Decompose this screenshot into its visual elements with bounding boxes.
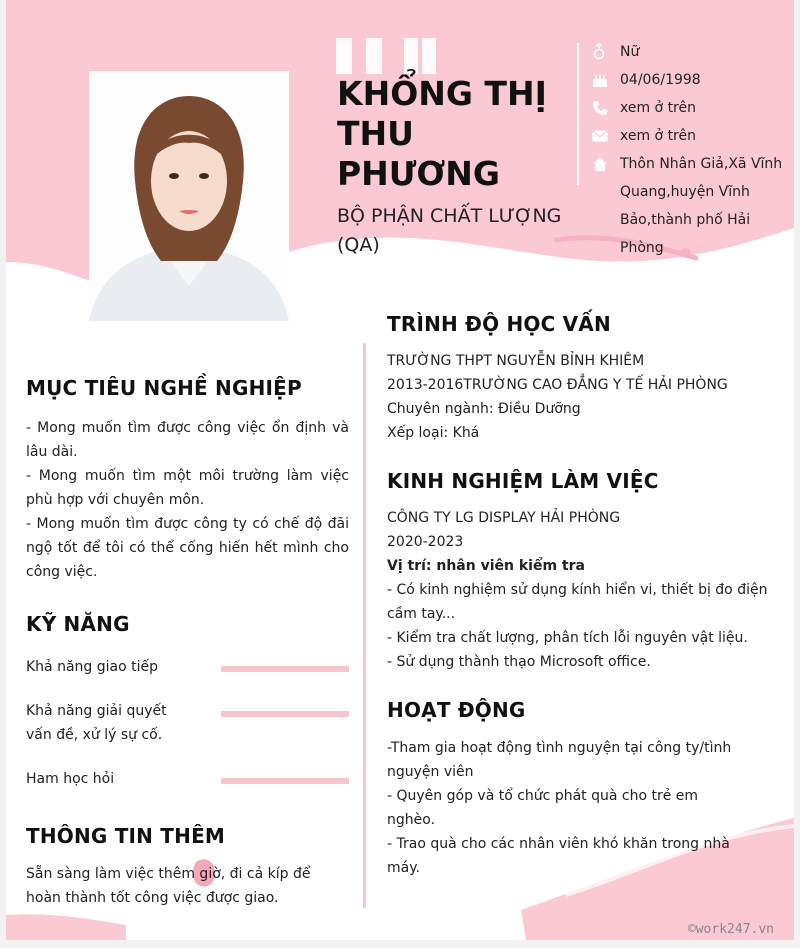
experience-title: KINH NGHIỆM LÀM VIỆC bbox=[387, 469, 659, 493]
skill-bar-fill bbox=[221, 666, 349, 672]
contact-info bbox=[592, 38, 792, 262]
phone-icon bbox=[592, 94, 620, 122]
watermark: ©work247.vn bbox=[687, 922, 774, 937]
skills-title: KỸ NĂNG bbox=[26, 612, 130, 636]
activities-title: HOẠT ĐỘNG bbox=[387, 698, 526, 722]
skill-label: Khả năng giải quyết vấn đề, xử lý sự cố. bbox=[26, 703, 167, 743]
extra-info-text: Sẵn sàng làm việc thêm giờ, đi cả kíp để hoàn thành tốt công việc được giao. bbox=[26, 866, 311, 906]
education-details: TRƯỜNG THPT NGUYỄN BỈNH KHIÊM 2013-2016TRƯỜNG CAO ĐẲNG Y TẾ HẢI PHÒNG Chuyên ngành: Điều Dưỡng Xếp loại: Khá bbox=[387, 353, 728, 441]
contact-address: Thôn Nhân Giả,Xã Vĩnh Quang,huyện Vĩnh Bảo,thành phố Hải Phòng bbox=[592, 150, 792, 262]
skill-bar bbox=[221, 666, 349, 672]
email-icon bbox=[592, 122, 620, 150]
cv-page bbox=[6, 0, 794, 940]
activities-details: -Tham gia hoạt động tình nguyện tại công ty/tình nguyện viên - Quyên góp và tổ chức phát quà cho trẻ em nghèo. - Trao quà cho các nhân viên khó khăn trong nhà máy. bbox=[387, 740, 732, 876]
profile-photo bbox=[89, 71, 289, 321]
skill-bar bbox=[221, 711, 349, 717]
contact-email: xem ở trên bbox=[592, 122, 792, 150]
birthday-cake-icon bbox=[592, 66, 620, 94]
objective-text: - Mong muốn tìm được công việc ổn định và lâu dài. - Mong muốn tìm một môi trường làm việc phù hợp với chuyên môn. - Mong muốn tìm được công ty có chế độ đãi ngộ tốt để tôi có thể cống hiến hết mình cho công việc. bbox=[26, 420, 349, 580]
column-divider bbox=[363, 343, 366, 908]
extra-info-title: THÔNG TIN THÊM bbox=[26, 824, 226, 848]
skill-bar bbox=[221, 778, 349, 784]
experience-position: Vị trí: nhân viên kiểm tra bbox=[387, 558, 585, 574]
contact-gender: Nữ bbox=[592, 38, 792, 66]
contact-phone: xem ở trên bbox=[592, 94, 792, 122]
objective-title: MỤC TIÊU NGHỀ NGHIỆP bbox=[26, 376, 302, 400]
education-title: TRÌNH ĐỘ HỌC VẤN bbox=[387, 312, 611, 336]
skill-bar-fill bbox=[221, 778, 349, 784]
skill-bar-fill bbox=[221, 711, 349, 717]
skill-label: Khả năng giao tiếp bbox=[26, 659, 158, 675]
candidate-role: BỘ PHẬN CHẤT LƯỢNG (QA) bbox=[337, 205, 562, 256]
header-divider bbox=[577, 43, 579, 185]
skill-label: Ham học hỏi bbox=[26, 771, 115, 787]
gender-icon bbox=[592, 38, 620, 66]
candidate-name: KHỔNG THỊ THU PHƯƠNG bbox=[337, 74, 547, 193]
home-icon bbox=[592, 150, 620, 178]
contact-birthday: 04/06/1998 bbox=[592, 66, 792, 94]
experience-details: CÔNG TY LG DISPLAY HẢI PHÒNG 2020-2023 Vị trí: nhân viên kiểm tra - Có kinh nghiệm sử dụng kính hiển vi, thiết bị đo điện cầm tay... - Kiểm tra chất lượng, phân tích lỗi nguyên vật liệu. - Sử dụng thành thạo Microsoft office. bbox=[387, 506, 772, 674]
